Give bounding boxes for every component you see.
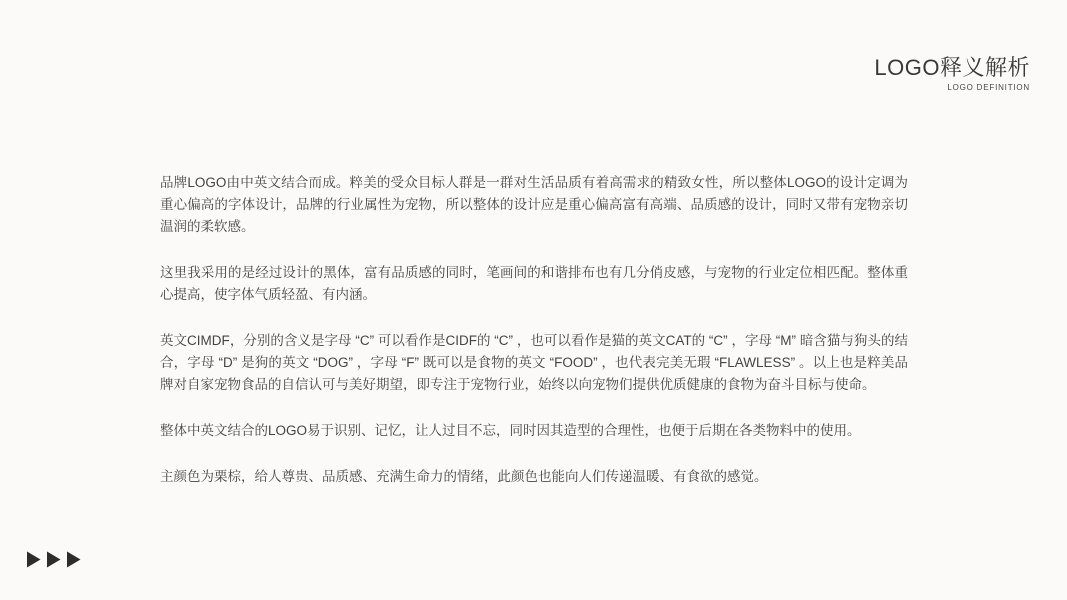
paragraph-letter-meanings: 英文CIMDF，分别的含义是字母 “C” 可以看作是CIDF的 “C” ，也可以看作是猫的英文CAT的 “C” ，字母 “M” 暗含猫与狗头的结合，字母 “D” 是狗的英文 “DOG” ，字母 “F” 既可以是食物的英文 “FOOD” ，也代表完美无瑕 “FLAWLESS” 。以上也是粹美品牌对自家宠物食品的自信认可与美好期望，即专注于宠物行业，始终以向宠物们提供优质健康的食物为奋斗目标与使命。 bbox=[160, 333, 908, 392]
paragraph-logo-usability: 整体中英文结合的LOGO易于识别、记忆，让人过目不忘，同时因其造型的合理性，也便于后期在各类物料中的使用。 bbox=[160, 423, 861, 438]
play-right-icon bbox=[46, 551, 61, 568]
play-right-icon bbox=[66, 551, 81, 568]
play-right-icon bbox=[26, 551, 41, 568]
body-text-block bbox=[160, 172, 908, 488]
paragraph-typeface-choice: 这里我采用的是经过设计的黑体，富有品质感的同时，笔画间的和谐排布也有几分俏皮感，与宠物的行业定位相匹配。整体重心提高，使字体气质轻盈、有内涵。 bbox=[160, 265, 908, 302]
paragraph-main-color: 主颜色为栗棕，给人尊贵、品质感、充满生命力的情绪，此颜色也能向人们传递温暖、有食欲的感觉。 bbox=[160, 469, 768, 484]
page-header bbox=[874, 55, 1030, 92]
footer-arrows bbox=[26, 551, 81, 568]
paragraph-logo-composition: 品牌LOGO由中英文结合而成。粹美的受众目标人群是一群对生活品质有着高需求的精致女性，所以整体LOGO的设计定调为重心偏高的字体设计，品牌的行业属性为宠物，所以整体的设计应是重心偏高富有高端、品质感的设计，同时又带有宠物亲切温润的柔软感。 bbox=[160, 175, 908, 234]
page-title: LOGO释义解析 bbox=[874, 55, 1030, 80]
page-subtitle: LOGO DEFINITION bbox=[947, 83, 1030, 93]
